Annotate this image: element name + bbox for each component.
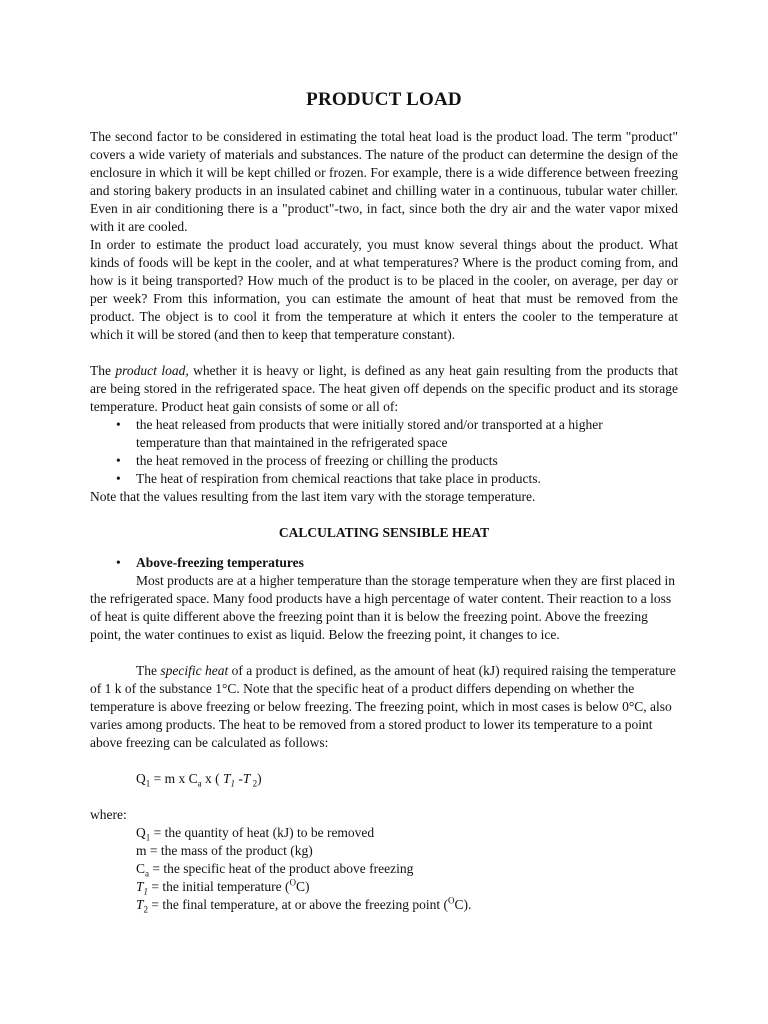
formula-q: Q (136, 771, 146, 786)
heat-formula (136, 770, 678, 788)
formula-sub: a (197, 778, 202, 789)
list-item: • the heat removed in the process of freezing or chilling the products (90, 452, 678, 470)
formula-sub: 2 (250, 778, 258, 789)
text-run: whether it is heavy or light, is defined as any heat gain resulting from the products that are being stored in the refrigerated space. The heat given off depends on the specific product and its storage temperature. Product heat gain consists of some or all of: (90, 363, 678, 414)
paragraph-estimate: In order to estimate the product load accurately, you must know several things about the product. What kinds of foods will be kept in the cooler, and at what temperatures? Where is the product coming from, and how is it being transported? How much of the product is to be placed in the cooler, on average, per day or per week? From this information, you can estimate the amount of heat that must be removed from the product. The object is to cool it from the temperature at which it enters the cooler to the temperature at which it will be stored (and then to keep that temperature constant). (90, 237, 678, 342)
definition-ca (136, 860, 678, 878)
section-title: CALCULATING SENSIBLE HEAT (278, 525, 490, 540)
symbol: Q (136, 825, 146, 840)
definition-m (136, 842, 678, 860)
document-page (90, 88, 678, 914)
definition-q1 (136, 824, 678, 842)
symbol: T (136, 879, 144, 894)
symbol: T (136, 897, 144, 912)
where-label: where: (90, 807, 127, 822)
page-title: PRODUCT LOAD (306, 89, 462, 110)
formula-text: ) (257, 771, 262, 786)
formula-t2: T (242, 771, 251, 786)
symbol: m (136, 843, 147, 858)
definition-text: = the initial temperature ( (148, 879, 290, 894)
definition-text: = the final temperature, at or above the freezing point ( (148, 897, 449, 912)
italic-term: product load, (115, 363, 189, 378)
formula-t1: T (223, 771, 231, 786)
formula-text: x ( (201, 771, 223, 786)
paragraph-note: Note that the values resulting from the last item vary with the storage temperature. (90, 489, 536, 504)
text-run: The (136, 663, 161, 678)
symbol-sub: 1 (145, 832, 151, 843)
paragraph-specific-heat (90, 662, 678, 752)
symbol-sub: 1 (143, 886, 149, 897)
spacer (90, 644, 678, 662)
definition-text: C) (295, 879, 310, 894)
paragraph-above-freezing: Most products are at a higher temperature than the storage temperature when they are first placed in the refrigerated space. Many food products have a high percentage of water content. Their reaction to a loss of heat is quite different above the freezing point than it is below the freezing point. Above the freezing point, the water continues to exist as liquid. Below the freezing point, it changes to ice. (90, 573, 676, 642)
heat-gain-list (90, 416, 678, 488)
degree-sup: O (448, 895, 455, 906)
formula-sub: 1 (145, 778, 151, 789)
spacer (90, 344, 678, 362)
text-run: of a product is defined, as the amount of heat (kJ) required raising the temperature of 1 k of the substance 1°C. Note that the specific heat of a product differs depending on whether the temperature is above freezing or below freezing. The freezing point, which in most cases is below 0°C, also varies among products. The heat to be removed from a stored product to lower its temperature to a point above freezing can be calculated as follows: (90, 663, 676, 750)
text-run: The (90, 363, 116, 378)
list-item: • The heat of respiration from chemical reactions that take place in products. (90, 470, 678, 488)
formula-text: - (235, 771, 243, 786)
symbol-sub: a (145, 868, 150, 879)
definition-text: = the specific heat of the product above freezing (149, 861, 414, 876)
subsection-heading: • Above-freezing temperatures (90, 554, 678, 572)
formula-sub: 1 (230, 778, 236, 789)
definition-t1 (136, 878, 678, 896)
definition-text: = the quantity of heat (kJ) to be removed (150, 825, 375, 840)
formula-text: = m x C (150, 771, 198, 786)
paragraph-definition (90, 362, 678, 416)
degree-sup: O (289, 877, 296, 888)
variable-definitions (90, 824, 678, 914)
definition-t2 (136, 896, 678, 914)
definition-text: C). (454, 897, 472, 912)
paragraph-intro: The second factor to be considered in estimating the total heat load is the product load. The term "product" covers a wide variety of materials and substances. The nature of the product can determine the design of the enclosure in which it will be kept chilled or frozen. For example, there is a wide difference between freezing and storing bakery products in an insulated cabinet and chilling water in a continuous, tubular water chiller. Even in air conditioning there is a "product"-two, in fact, since both the dry air and the water vapor mixed with it are cooled. (90, 129, 678, 234)
symbol-sub: 2 (143, 904, 149, 915)
list-item: • the heat released from products that were initially stored and/or transported at a higher temperature than that maintained in the refrigerated space (90, 416, 678, 452)
italic-term: specific heat (160, 663, 229, 678)
symbol: C (136, 861, 146, 876)
definition-text: = the mass of the product (kg) (146, 843, 313, 858)
